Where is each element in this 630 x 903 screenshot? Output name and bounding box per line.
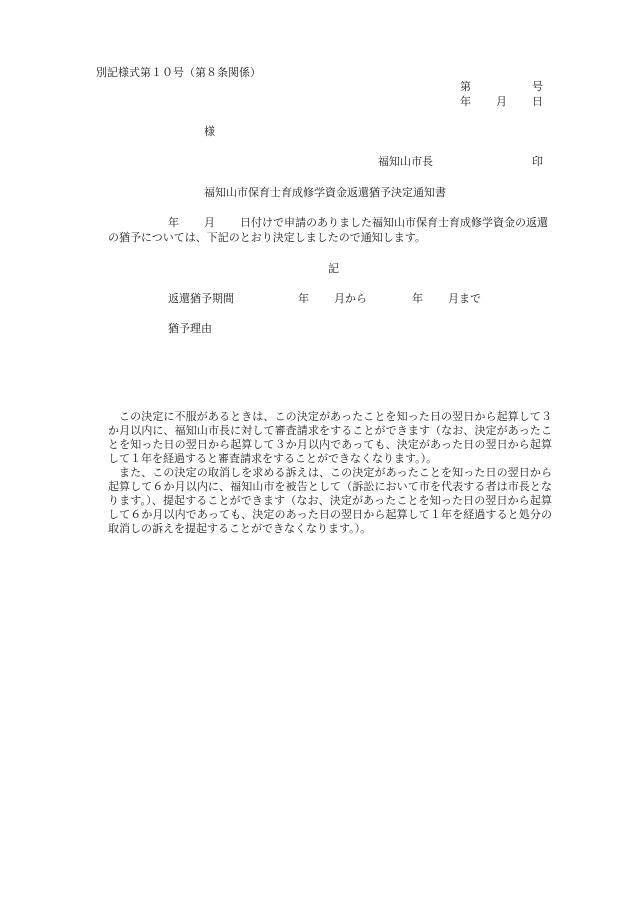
notice-block [108,410,552,536]
reason-label: 猶予理由 [168,322,212,335]
notice-paragraph-appeal: この決定に不服があるときは、この決定があったことを知った日の翌日から起算して３か月以内に、福知山市長に対して審査請求をすることができます（なお、決定があったことを知った日の翌日から起算して３か月以内であっても、決定があった日の翌日から起算して１年を経過すると審査請求をすることができなくなります。）。 [108,410,552,465]
date-month: 月 [496,95,507,108]
date-day: 日 [532,95,543,108]
intro-line1: 日付けで申請のありました福知山市保育士育成修学資金の返還 [240,216,548,229]
seal-mark: 印 [532,155,543,168]
period-label: 返還猶予期間 [168,292,234,305]
document-title: 福知山市保育士育成修学資金返還猶予決定通知書 [204,186,446,199]
notice-paragraph-lawsuit: また、この決定の取消しを求める訴えは、この決定があったことを知った日の翌日から起算して６か月以内に、福知山市を被告として（訴訟において市を代表する者は市長となります。）、提起することができます（なお、決定があったことを知った日の翌日から起算して６か月以内であっても、決定のあった日の翌日から起算して１年を経過すると処分の取消しの訴えを提起することができなくなります。）。 [108,466,552,535]
issuer-name: 福知山市長 [378,155,433,168]
period-month-from: 月から [334,292,367,305]
doc-number-suffix: 号 [532,80,543,93]
intro-year: 年 [168,216,179,229]
intro-line2: の猶予については、下記のとおり決定しましたので通知します。 [108,231,426,244]
addressee-suffix: 様 [204,125,215,138]
period-year-from: 年 [298,292,309,305]
date-year: 年 [460,95,471,108]
ki-heading: 記 [328,262,339,275]
period-year-to: 年 [412,292,423,305]
form-label: 別記様式第１０号（第８条関係） [96,66,261,79]
period-month-to: 月まで [448,292,481,305]
intro-month: 月 [204,216,215,229]
doc-number-prefix: 第 [460,80,471,93]
